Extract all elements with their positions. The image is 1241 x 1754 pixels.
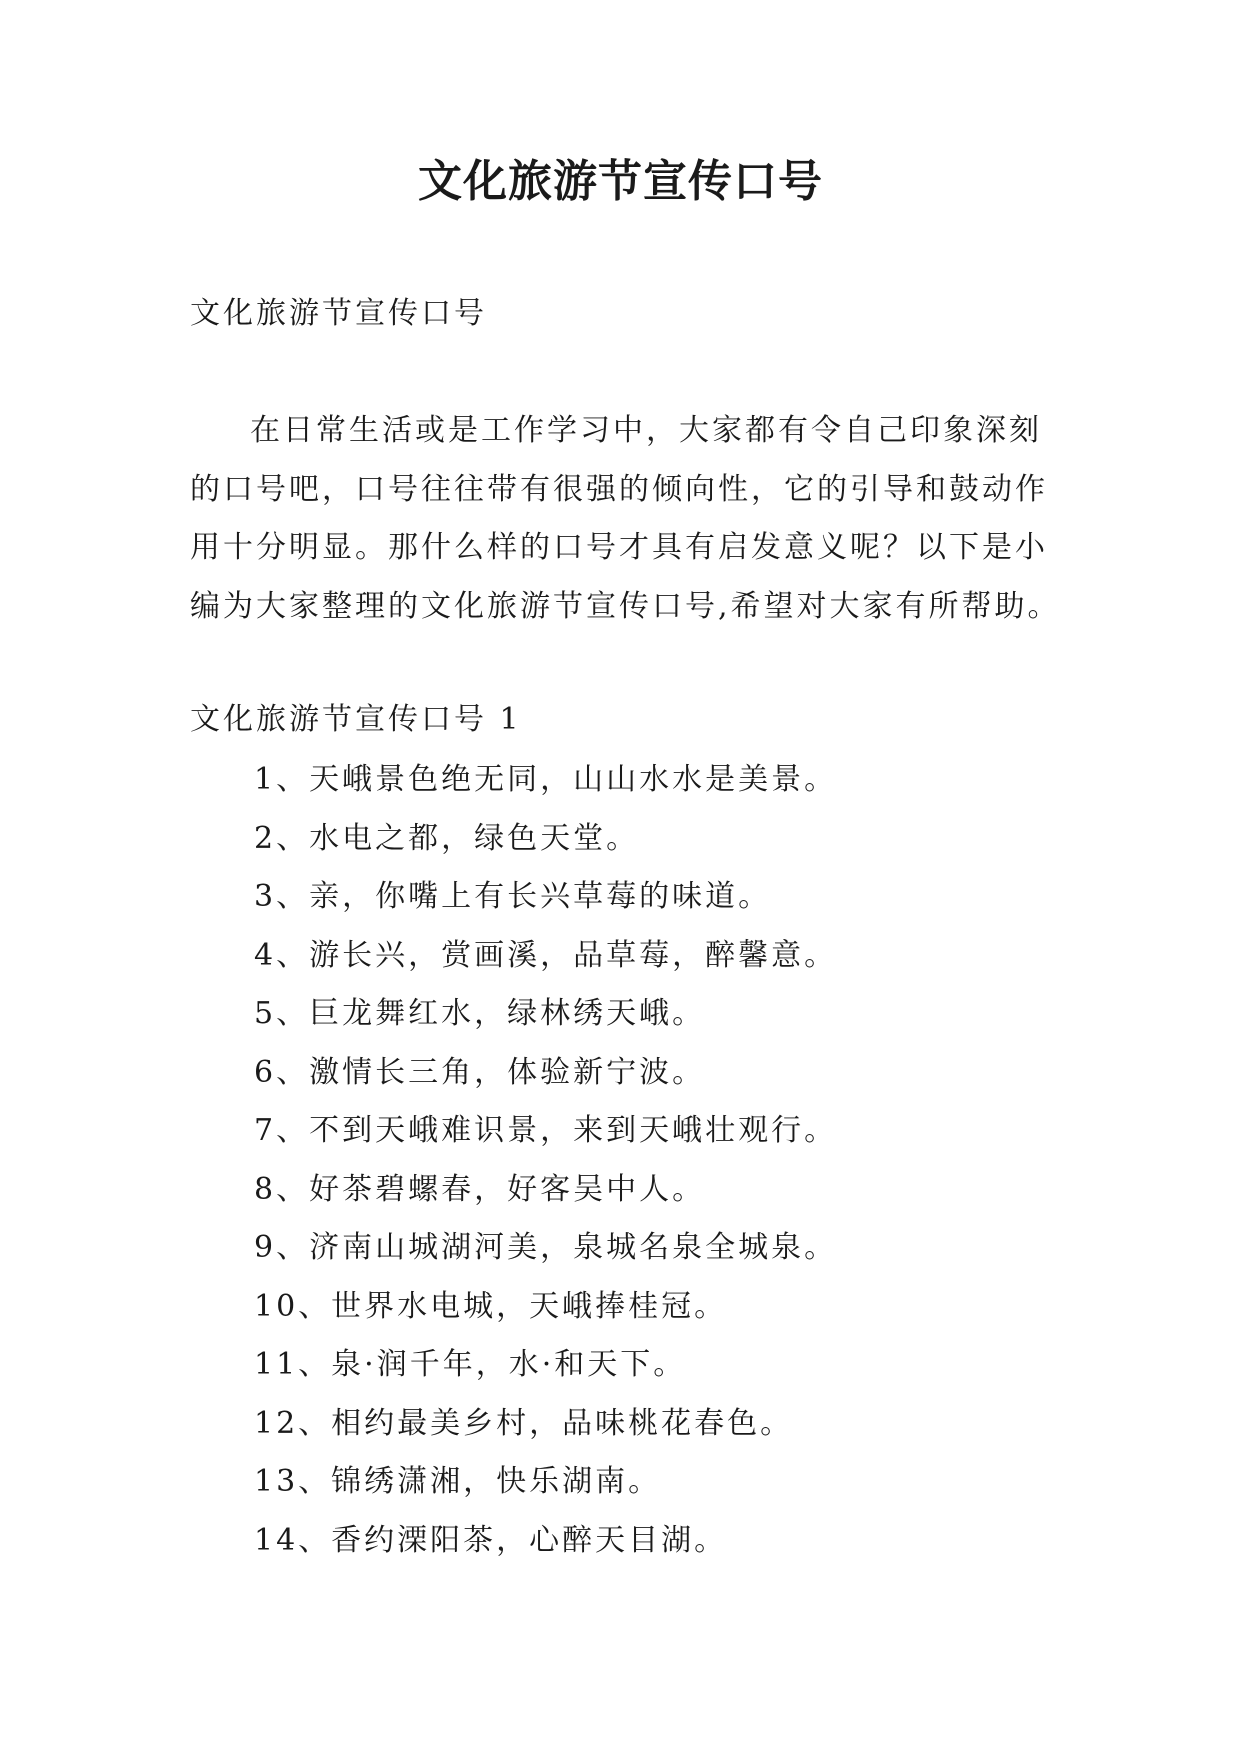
slogan-item: 4、游长兴，赏画溪，品草莓，醉馨意。 xyxy=(254,937,838,973)
slogan-item: 3、亲，你嘴上有长兴草莓的味道。 xyxy=(254,879,772,914)
slogan-item: 12、相约最美乡村，品味桃花春色。 xyxy=(254,1405,794,1441)
slogan-item: 13、锦绣潇湘，快乐湖南。 xyxy=(254,1464,662,1499)
intro-paragraph xyxy=(190,402,1060,636)
slogan-item: 8、好茶碧螺春，好客吴中人。 xyxy=(254,1171,706,1207)
intro-line: 用十分明显。那什么样的口号才具有启发意义呢？以下是小 xyxy=(190,530,1048,565)
slogan-item: 11、泉·润千年，水·和天下。 xyxy=(254,1347,687,1382)
slogan-item: 14、香约溧阳茶，心醉天目湖。 xyxy=(254,1522,728,1558)
document-subtitle: 文化旅游节宣传口号 xyxy=(190,296,487,331)
intro-line: 在日常生活或是工作学习中，大家都有令自己印象深刻 xyxy=(250,413,1042,448)
intro-line: 的口号吧，口号往往带有很强的倾向性，它的引导和鼓动作 xyxy=(190,471,1048,507)
slogan-item: 6、激情长三角，体验新宁波。 xyxy=(254,1054,706,1090)
slogan-list xyxy=(254,758,837,1577)
document-title: 文化旅游节宣传口号 xyxy=(418,156,823,207)
slogan-item: 10、世界水电城，天峨捧桂冠。 xyxy=(254,1288,728,1324)
slogan-item: 9、济南山城湖河美，泉城名泉全城泉。 xyxy=(254,1230,838,1265)
section-heading: 文化旅游节宣传口号 1 xyxy=(190,702,522,737)
slogan-item: 2、水电之都，绿色天堂。 xyxy=(254,820,640,856)
intro-line: 编为大家整理的文化旅游节宣传口号,希望对大家有所帮助。 xyxy=(190,588,1061,624)
slogan-item: 7、不到天峨难识景，来到天峨壮观行。 xyxy=(254,1113,838,1148)
slogan-item: 1、天峨景色绝无同，山山水水是美景。 xyxy=(254,762,838,797)
slogan-item: 5、巨龙舞红水，绿林绣天峨。 xyxy=(254,996,706,1031)
